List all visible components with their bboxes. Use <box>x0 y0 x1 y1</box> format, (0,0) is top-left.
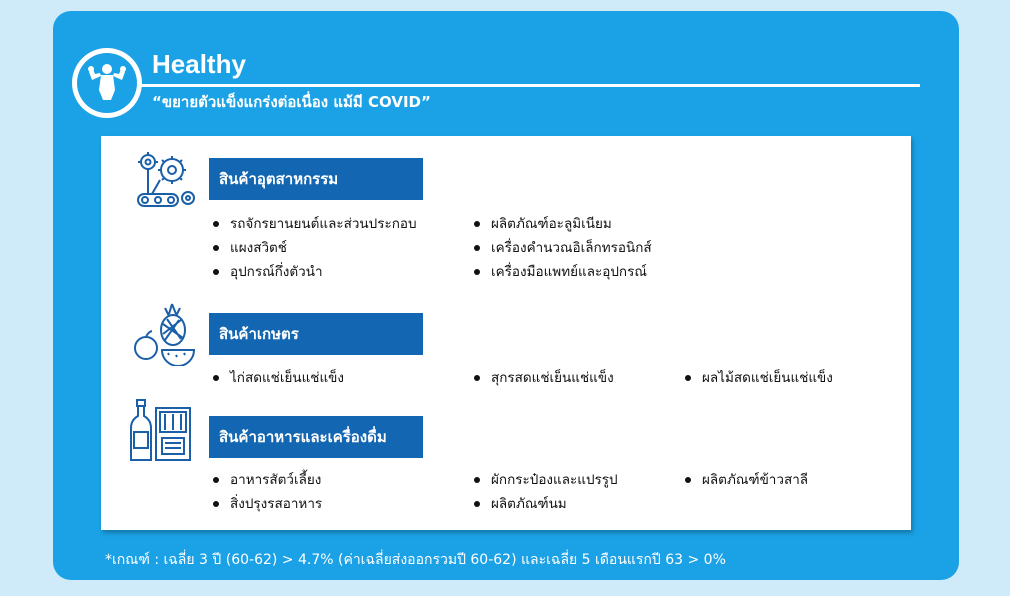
page-title: Healthy <box>152 49 246 79</box>
list-item: สิ่งปรุงรสอาหาร <box>211 492 322 516</box>
bottle-and-jar-icon <box>128 398 194 464</box>
food-list-col-2 <box>472 468 618 516</box>
food-list-col-1 <box>211 468 322 516</box>
list-item: เครื่องคำนวณอิเล็กทรอนิกส์ <box>472 236 652 260</box>
food-list-col-3 <box>683 468 808 492</box>
agriculture-list-col-1 <box>211 366 344 390</box>
list-item: ผักกระป๋องและแปรรูป <box>472 468 618 492</box>
section-header-agriculture: สินค้าเกษตร <box>209 313 423 355</box>
fruits-icon <box>132 300 198 366</box>
gears-conveyor-icon <box>134 148 200 214</box>
list-item: รถจักรยานยนต์และส่วนประกอบ <box>211 212 417 236</box>
footnote: *เกณฑ์ : เฉลี่ย 3 ปี (60-62) > 4.7% (ค่าเฉลี่ยส่งออกรวมปี 60-62) และเฉลี่ย 5 เดือนแรกปี 63 > 0% <box>105 552 726 568</box>
list-item: ไก่สดแช่เย็นแช่แข็ง <box>211 366 344 390</box>
list-item: ผลิตภัณฑ์นม <box>472 492 618 516</box>
list-item: อุปกรณ์กึ่งตัวนำ <box>211 260 417 284</box>
page-subtitle: “ขยายตัวแข็งแกร่งต่อเนื่อง แม้มี COVID” <box>152 93 431 111</box>
list-item: ผลิตภัณฑ์ข้าวสาลี <box>683 468 808 492</box>
list-item: เครื่องมือแพทย์และอุปกรณ์ <box>472 260 652 284</box>
emblem <box>72 48 142 118</box>
list-item: ผลไม้สดแช่เย็นแช่แข็ง <box>683 366 833 390</box>
agriculture-list-col-2 <box>472 366 614 390</box>
list-item: อาหารสัตว์เลี้ยง <box>211 468 322 492</box>
title-divider <box>140 84 920 87</box>
agriculture-list-col-3 <box>683 366 833 390</box>
list-item: ผลิตภัณฑ์อะลูมิเนียม <box>472 212 652 236</box>
list-item: แผงสวิตช์ <box>211 236 417 260</box>
muscle-man-icon <box>84 60 130 106</box>
industrial-list-col-1 <box>211 212 417 284</box>
list-item: สุกรสดแช่เย็นแช่แข็ง <box>472 366 614 390</box>
section-header-food-beverage: สินค้าอาหารและเครื่องดื่ม <box>209 416 423 458</box>
industrial-list-col-2 <box>472 212 652 284</box>
section-header-industrial: สินค้าอุตสาหกรรม <box>209 158 423 200</box>
